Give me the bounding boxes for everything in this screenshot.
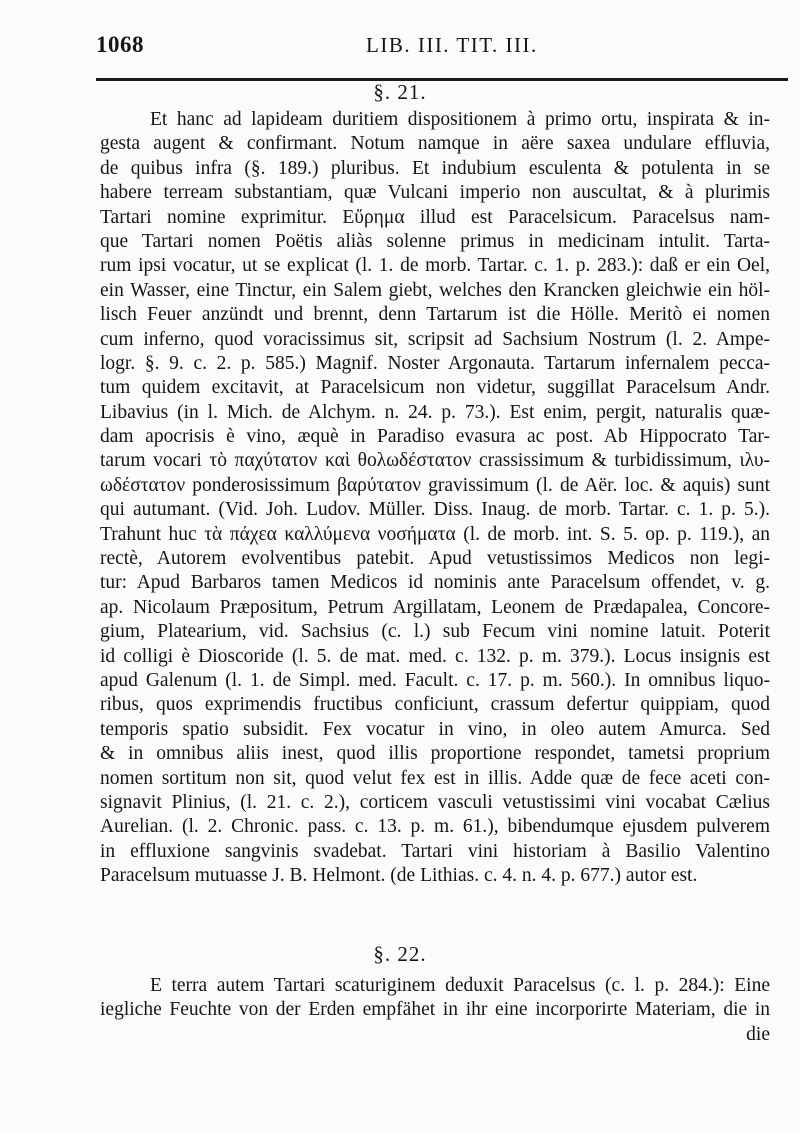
text-line: ωδέστατον ponderosissimum βαρύτατον gravissimum (l. de Aër. loc. & aquis) sunt [100, 474, 770, 496]
section-heading: §. 22. [373, 942, 427, 966]
text-line: qui autumant. (Vid. Joh. Ludov. Müller. Diss. Inaug. de morb. Tartar. c. 1. p. 5.). [100, 499, 770, 521]
text-line: apud Galenum (l. 1. de Simpl. med. Facult. c. 17. p. m. 560.). In omnibus liquo- [100, 669, 770, 691]
section-21-body [100, 108, 770, 889]
text-line: Et hanc ad lapideam duritiem dispositionem à primo ortu, inspirata & in- [150, 109, 770, 130]
text-line: nomen sortitum non sit, quod velut fex est in illis. Adde quæ de fece aceti con- [100, 767, 770, 789]
text-line: tum quidem excitavit, at Paracelsicum non videtur, suggillat Paracelsum Andr. [100, 377, 770, 399]
text-line: lisch Feuer anzündt und brennt, denn Tartarum ist die Hölle. Meritò ei nomen [100, 304, 770, 326]
text-line: & in omnibus aliis inest, quod illis proportione respondet, tametsi proprium [100, 743, 770, 765]
catchword: die [746, 1023, 770, 1045]
text-line: logr. §. 9. c. 2. p. 585.) Magnif. Noster Argonauta. Tartarum infernalem pecca- [100, 352, 770, 374]
text-line: temporis spatio subsidit. Fex vocatur in vino, in oleo autem Amurca. Sed [100, 718, 770, 740]
text-line: Aurelian. (l. 2. Chronic. pass. c. 13. p. m. 61.), bibendumque ejusdem pulverem [100, 816, 770, 838]
text-line: Tartari nomine exprimitur. Εὔρημα illud est Paracelsicum. Paracelsus nam- [100, 206, 770, 228]
text-line: ribus, quos exprimendis fructibus conficiunt, crassum defertur quippiam, quod [100, 694, 770, 716]
text-line: tarum vocari τὸ παχύτατον καὶ θολωδέστατον crassissimum & turbidissimum, ιλυ- [100, 450, 770, 472]
text-line: E terra autem Tartari scaturiginem deduxit Paracelsus (c. l. p. 284.): Eine [150, 975, 770, 996]
text-line: ein Wasser, eine Tinctur, ein Salem giebt, welches den Krancken gleichwie ein höl- [100, 279, 770, 301]
text-line: tur: Apud Barbaros tamen Medicos id nominis ante Paracelsum offendet, v. g. [100, 572, 770, 594]
text-line: rum ipsi vocatur, ut se explicat (l. 1. de morb. Tartar. c. 1. p. 283.): daß er ein Oel, [100, 255, 770, 277]
section-22-body [100, 974, 770, 1047]
text-line: gium, Platearium, vid. Sachsius (c. l.) sub Fecum vini nomine latuit. Poterit [100, 621, 770, 643]
text-line: ap. Nicolaum Præpositum, Petrum Argillatam, Leonem de Prædapalea, Concore- [100, 596, 770, 618]
text-line: rectè, Autorem evolventibus patebit. Apud vetustissimos Medicos non legi- [100, 548, 770, 570]
text-line: cum inferno, quod voracissimus sit, scripsit ad Sachsium Nostrum (l. 2. Ampe- [100, 328, 770, 350]
text-line: in effluxione sangvinis svadebat. Tartari vini historiam à Basilio Valentino [100, 840, 770, 862]
text-line: Paracelsum mutuasse J. B. Helmont. (de Lithias. c. 4. n. 4. p. 677.) autor est. [100, 865, 698, 887]
text-line: habere terream substantiam, quæ Vulcani imperio non auscultat, & à plurimis [100, 182, 770, 204]
running-head: LIB. III. TIT. III. [366, 33, 538, 57]
text-line: Libavius (in l. Mich. de Alchym. n. 24. p. 73.). Est enim, pergit, naturalis quæ- [100, 401, 770, 423]
text-line: que Tartari nomen Poëtis aliàs solenne primus in medicinam intulit. Tarta- [100, 230, 770, 252]
page-number: 1068 [96, 32, 144, 57]
text-line: de quibus infra (§. 189.) pluribus. Et indubium esculenta & potulenta in se [100, 157, 770, 179]
text-line: gesta augent & confirmant. Notum namque in aëre saxea undulare effluvia, [100, 133, 770, 155]
text-line: signavit Plinius, (l. 21. c. 2.), corticem vasculi vetustissimi vini vocabat Cælius [100, 791, 770, 813]
section-heading: §. 21. [373, 80, 427, 104]
text-line: id colligi è Dioscoride (l. 5. de mat. med. c. 132. p. m. 379.). Locus insignis est [100, 645, 770, 667]
text-line: Trahunt huc τὰ πάχεα καλλύμενα νοσήματα (l. de morb. int. S. 5. op. p. 119.), an [100, 523, 770, 545]
page-header [96, 32, 786, 66]
text-line: iegliche Feuchte von der Erden empfähet in ihr eine incorporirte Materiam, die in [100, 999, 770, 1021]
text-line: dam apocrisis è vino, æquè in Paradiso evasura ac post. Ab Hippocrato Tar- [100, 426, 770, 448]
